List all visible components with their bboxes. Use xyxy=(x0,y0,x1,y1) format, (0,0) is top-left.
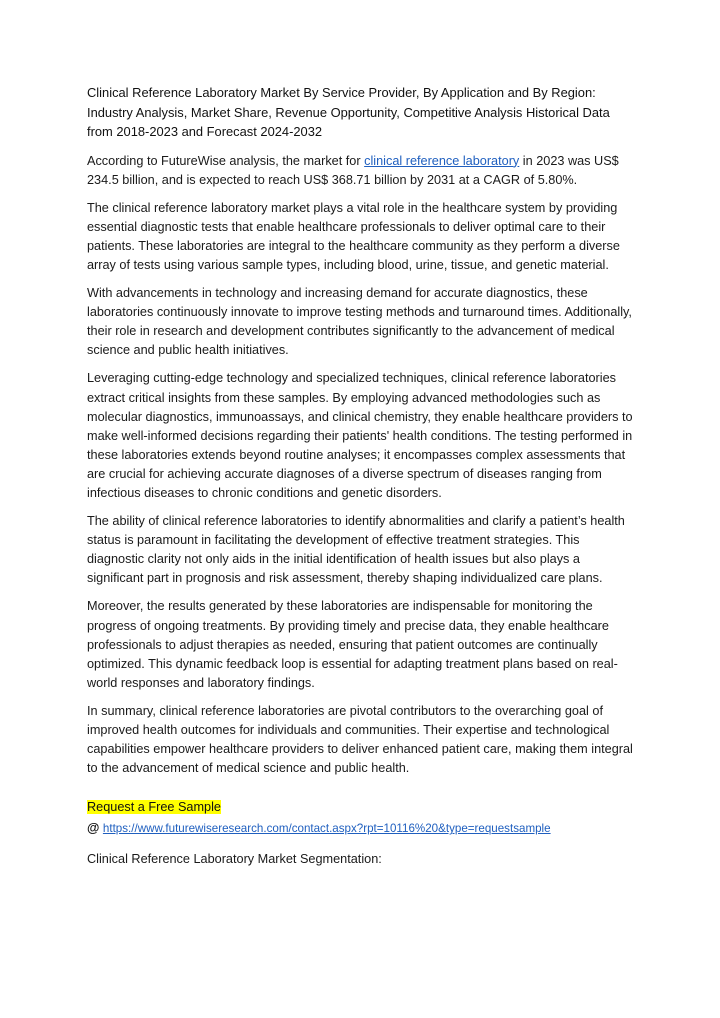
request-sample-label-line xyxy=(87,798,639,817)
body-paragraph-3: Leveraging cutting-edge technology and specialized techniques, clinical reference laboratories extract critical insights from these samples. By employing advanced methodologies such as molecular diagnostics, immunoassays, and clinical chemistry, they enable healthcare providers to make well-informed decisions regarding their patients' health conditions. The testing performed in these laboratories extends beyond routine analyses; it encompasses complex assessments that are crucial for achieving accurate diagnoses of a diverse spectrum of diseases ranging from infectious diseases to chronic conditions and genetic disorders. xyxy=(87,371,633,500)
document-page xyxy=(87,83,639,878)
request-sample-label: Request a Free Sample xyxy=(87,800,221,815)
body-paragraph-4: The ability of clinical reference laboratories to identify abnormalities and clarify a patient’s health status is paramount in facilitating the development of effective treatment strategies. This diagnostic clarity not only aids in the initial identification of health issues but also plays a significant part in prognosis and risk assessment, thereby shaping individualized care plans. xyxy=(87,514,625,586)
request-sample-url-line xyxy=(87,819,639,838)
document-title: Clinical Reference Laboratory Market By Service Provider, By Application and By Region: Industry Analysis, Market Share, Revenue Opportunity, Competitive Analysis Historical Data from 2018-2023 and Forecast 2024-2032 xyxy=(87,85,610,139)
intro-text-after: in 2023 was US$ 234.5 billion, and is expected to reach US$ 368.71 billion by 2031 at a CAGR of 5.80%. xyxy=(87,153,619,187)
market-link[interactable]: clinical reference laboratory xyxy=(364,153,520,168)
at-symbol: @ xyxy=(87,821,100,836)
intro-paragraph xyxy=(87,152,639,190)
request-sample-link[interactable]: https://www.futurewiseresearch.com/contact.aspx?rpt=10116%20&type=requestsample xyxy=(102,822,551,836)
body-paragraph-5: Moreover, the results generated by these laboratories are indispensable for monitoring the progress of ongoing treatments. By providing timely and precise data, they enable healthcare professionals to adjust therapies as needed, ensuring that patient outcomes are continually optimized. This dynamic feedback loop is essential for adapting treatment plans based on real-world responses and laboratory findings. xyxy=(87,599,618,690)
body-paragraph-1: The clinical reference laboratory market plays a vital role in the healthcare system by providing essential diagnostic tests that enable healthcare professionals to deliver optimal care to their patients. These laboratories are integral to the healthcare community as they perform a diverse array of tests using various sample types, including blood, urine, tissue, and genetic material. xyxy=(87,200,620,272)
intro-text-before: According to FutureWise analysis, the market for xyxy=(87,153,365,168)
body-paragraph-2: With advancements in technology and increasing demand for accurate diagnostics, these laboratories continuously innovate to improve testing methods and turnaround times. Additionally, their role in research and development contributes significantly to the advancement of medical science and public health initiatives. xyxy=(87,286,632,358)
segmentation-heading: Clinical Reference Laboratory Market Segmentation: xyxy=(87,851,382,866)
body-paragraph-6: In summary, clinical reference laboratories are pivotal contributors to the overarching goal of improved health outcomes for individuals and communities. Their expertise and technological capabilities empower healthcare providers to deliver enhanced patient care, making them integral to the advancement of medical science and public health. xyxy=(87,703,633,776)
